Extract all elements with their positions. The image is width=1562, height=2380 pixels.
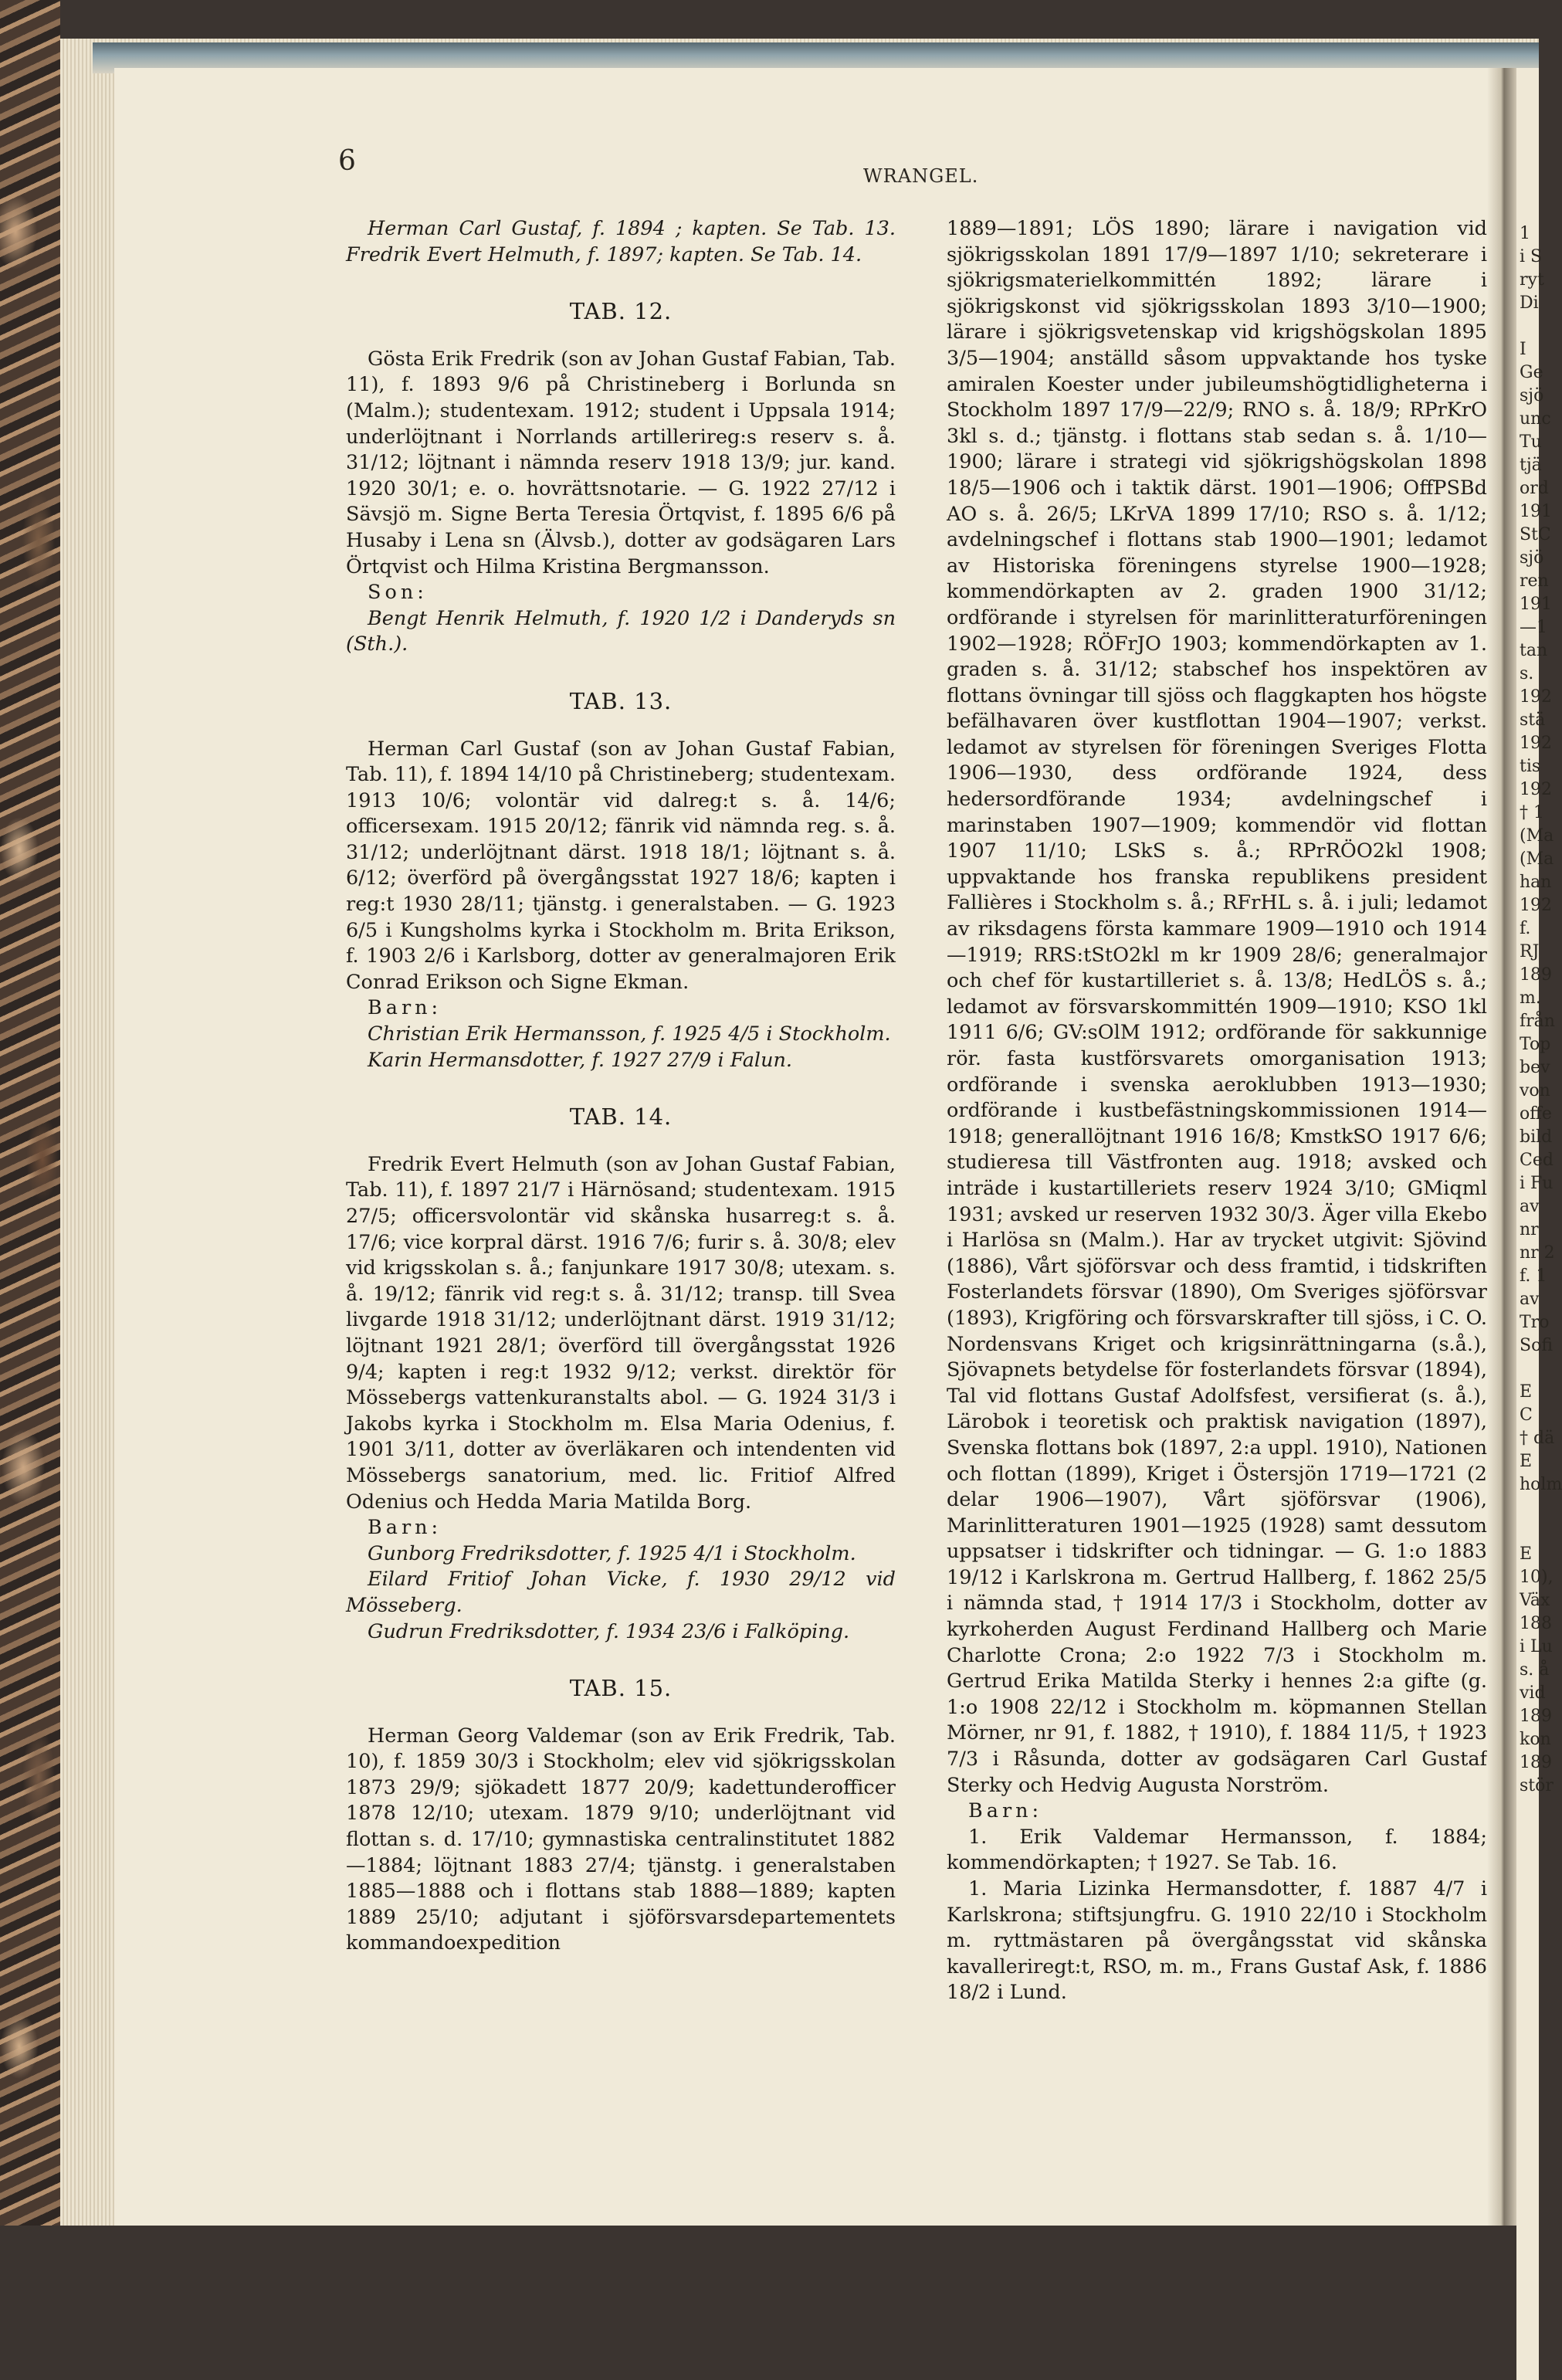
marbled-binding: [0, 0, 60, 2226]
next-page-fragment: nr 2: [1520, 1243, 1555, 1263]
next-page-fragment: ren: [1520, 571, 1549, 591]
tab15-heading: TAB. 15.: [569, 1675, 673, 1702]
next-page-fragment: Väx: [1520, 1591, 1550, 1610]
tab14-children-label: Barn:: [368, 1516, 442, 1540]
tab12-body: Gösta Erik Fredrik (son av Johan Gustaf Fabian, Tab. 11), f. 1893 9/6 på Christineberg i Borlunda sn (Malm.); studentexam. 1912; student i Uppsala 1914; underlöjtnant i Norrlands artillerireg:s reserv s. å. 31/12; löjtnant i nämnda reserv 1918 13/9; jur. kand. 1920 30/1; e. o. hovrättsnotarie. — G. 1922 27/12 i Sävsjö m. Signe Berta Teresia Örtqvist, f. 1895 6/6 på Husaby i Lena sn (Älvsb.), dotter av godsägaren Lars Örtqvist och Hilma Kristina Bergmansson.: [346, 347, 896, 578]
next-page-fragment: tis: [1520, 757, 1541, 776]
next-page-fragment: 189: [1520, 1753, 1552, 1772]
next-page-fragment: 189: [1520, 1707, 1552, 1726]
next-page-fragment: i Lu: [1520, 1637, 1553, 1656]
next-page-fragment: ryt: [1520, 270, 1544, 290]
next-page-fragment: 188: [1520, 1614, 1552, 1633]
next-page-edge: [1516, 68, 1562, 2380]
next-page-fragment: † 1: [1520, 803, 1544, 822]
next-page-fragment: sjö: [1520, 386, 1544, 405]
next-page-fragment: bild: [1520, 1127, 1553, 1147]
next-page-fragment: stä: [1520, 710, 1546, 730]
tab14-child: Gunborg Fredriksdotter, f. 1925 4/1 i Stockholm.: [368, 1541, 856, 1565]
tab14-child: Gudrun Fredriksdotter, f. 1934 23/6 i Falköping.: [368, 1619, 850, 1643]
next-page-fragment: 189: [1520, 965, 1552, 985]
next-page-fragment: E: [1520, 1452, 1533, 1471]
next-page-fragment: m.: [1520, 988, 1541, 1008]
right-child: 1. Maria Lizinka Hermansdotter, f. 1887 4/7 i Karlskrona; stiftsjungfru. G. 1910 22/10 i Stockholm m. ryttmästaren på övergångsstat vid skånska kavalleriregt:t, RSO, m. m., Frans Gustaf Ask, f. 1886 18/2 i Lund.: [947, 1877, 1487, 2005]
right-child: 1. Erik Valdemar Hermansson, f. 1884; kommendörkapten; † 1927. Se Tab. 16.: [947, 1825, 1487, 1875]
next-page-fragment: [1516, 1497, 1539, 1520]
next-page-fragment: C: [1520, 1405, 1533, 1425]
next-page-fragment: StC: [1520, 525, 1551, 544]
next-page-fragment: Di: [1520, 293, 1539, 313]
next-page-fragment: offe: [1520, 1104, 1552, 1124]
tab14-child: Eilard Fritiof Johan Vicke, f. 1930 29/12 vid Mösseberg.: [346, 1568, 896, 1617]
running-head: WRANGEL.: [863, 165, 979, 187]
next-page-fragment: vid: [1520, 1683, 1546, 1703]
next-page-fragment: s.: [1520, 664, 1534, 683]
tab12-children-label: Son:: [368, 581, 428, 605]
next-page-fragment: i S: [1520, 247, 1543, 266]
next-page-fragment: Tro: [1520, 1313, 1550, 1332]
right-column: [947, 216, 1487, 2006]
next-page-fragment: I: [1520, 340, 1526, 359]
tab12-child: Bengt Henrik Helmuth, f. 1920 1/2 i Danderyds sn (Sth.).: [346, 606, 896, 656]
next-page-fragment: Ced: [1520, 1151, 1554, 1170]
next-page-fragment: från: [1520, 1012, 1555, 1031]
intro-text: Herman Carl Gustaf, f. 1894 ; kapten. Se Tab. 13. Fredrik Evert Helmuth, f. 1897; kapten. Se Tab. 14.: [346, 217, 896, 266]
next-page-fragment: av: [1520, 1197, 1540, 1216]
tab13-child: Christian Erik Hermansson, f. 1925 4/5 i Stockholm.: [368, 1022, 891, 1046]
next-page-fragment: s. å: [1520, 1660, 1550, 1680]
next-page-fragment: bev: [1520, 1058, 1550, 1077]
next-page-fragment: ord: [1520, 479, 1549, 498]
next-page-fragment: holm: [1520, 1475, 1562, 1494]
next-page-fragment: 10),: [1520, 1568, 1554, 1587]
right-body: 1889—1891; LÖS 1890; lärare i navigation vid sjökrigsskolan 1891 17/9—1897 1/10; sekreterare i sjökrigsmaterielkommittén 1892; lärare i sjökrigskonst vid sjökrigsskolan 1893 3/10—1900; lärare i sjökrigsvetenskap vid krigshögskolan 1895 3/5—1904; anställd såsom uppvaktande hos tyske amiralen Koester under jubileumshögtidligheterna i Stockholm 1897 17/9—22/9; RNO s. å. 18/9; RPrKrO 3kl s. d.; tjänstg. i flottans stab sedan s. å. 1/10—1900; lärare i strategi vid sjökrigshögskolan 1898 18/5—1906 och i taktik därst. 1901—1906; OffPSBd AO s. å. 26/5; LKrVA 1899 17/10; RSO s. å. 1/12; avdelningschef i flottans stab 1900—1901; ledamot av Historiska föreningens styrelse 1900—1928; kommendörkapten av 2. graden 1900 31/12; ordförande i styrelsen för marinlitteraturföreningen 1902—1928; RÖFrJO 1903; kommendörkapten av 1. graden s. å. 31/12; stabschef hos inspektören av flottans övningar till sjöss och flaggkapten hos högste befälhavaren över kustflottan 1904—1907; verkst. ledamot av styrelsen för föreningen Sveriges Flotta 1906—1930, dess ordförande 1924, dess hedersordförande 1934; avdelningschef i marinstaben 1907—1909; kommendör vid flottan 1907 11/10; LSkS s. å.; RPrRÖO2kl 1908; uppvaktande hos franska republikens president Fallières i Stockholm s. å.; RFrHL s. å. i juli; ledamot av riksdagens första kammare 1909—1910 och 1914—1919; RRS:tStO2kl m kr 1909 28/6; generalmajor och chef för kustartilleriet s. å. 13/8; HedLÖS s. å.; ledamot av försvarskommittén 1909—1910; KSO 1kl 1911 6/6; GV:sOlM 1912; ordförande för sakkunnige rör. fasta kustförsvarets omorganisation 1913; ordförande i svenska aeroklubben 1913—1930; ordförande i kustbefästningskommissionen 1914—1918; generallöjtnant 1916 16/8; KmstkSO 1917 6/6; studieresa till Västfronten aug. 1918; avsked och inträde i kustartilleriets reserv 1924 3/10; GMiqml 1931; avsked ur reserven 1932 30/3. Äger villa Ekebo i Harlösa sn (Malm.). Har av trycket utgivit: Sjövind (1886), Vårt sjöförsvar och dess framtid, i tidskriften Fosterlandets försvar (1890), Om Sveriges sjöförsvar (1893), Krigföring och försvarskrafter till sjöss, i C. O. Nordensvans Kriget och krigsinrättningarna (s.å.), Sjövapnets betydelse för fosterlandets försvar (1894), Tal vid flottans Gustaf Adolfsfest, versifierat (s. å.), Lärobok i teoretisk och praktisk navigation (1897), Svenska flottans bok (1897, 2:a uppl. 1910), Nationen och flottan (1899), Kriget i Östersjön 1719—1721 (2 delar 1906—1907), Vårt sjöförsvar (1906), Marinlitteraturen 1901—1925 (1928) samt dessutom uppsatser i tidskrifter och tidningar. — G. 1:o 1883 19/12 i Karlskrona m. Gertrud Hallberg, f. 1862 25/5 i nämnda stad, † 1914 17/3 i Stockholm, dotter av kyrkoherden August Ferdinand Hallberg och Marie Charlotte Crona; 2:o 1922 7/3 i Stockholm m. Gertrud Erika Matilda Sterky i hennes 2:a gifte (g. 1:o 1908 22/12 i Stockholm m. köpmannen Stellan Mörner, nr 91, f. 1882, † 1910), f. 1884 11/5, † 1923 7/3 i Råsunda, dotter av godsägaren Carl Gustaf Sterky och Hedvig Augusta Norström.: [947, 217, 1487, 1797]
tab14-heading: TAB. 14.: [569, 1104, 673, 1131]
next-page-fragment: 192: [1520, 734, 1552, 753]
next-page-fragment: i Fu: [1520, 1174, 1554, 1193]
next-page-fragment: Tu: [1520, 432, 1542, 452]
next-page-fragment: tjä: [1520, 456, 1542, 475]
next-page-fragment: stör: [1520, 1776, 1554, 1795]
tab14-body: Fredrik Evert Helmuth (son av Johan Gustaf Fabian, Tab. 11), f. 1897 21/7 i Härnösand; studentexam. 1915 27/5; officersvolontär vid skånska husarreg:t s. å. 17/6; vice korpral därst. 1916 7/6; furir s. å. 30/8; elev vid krigsskolan s. å.; fanjunkare 1917 30/8; utexam. s. å. 19/12; fänrik vid reg:t s. å. 31/12; transp. till Svea livgarde 1918 31/12; underlöjtnant därst. 1919 31/12; löjtnant 1921 28/1; överförd till övergångsstat 1926 9/4; kapten i reg:t 1932 9/12; verkst. direktör för Mössebergs vattenkuranstalts abol. — G. 1924 31/3 i Jakobs kyrka i Stockholm m. Elsa Maria Odenius, f. 1901 3/11, dotter av överläkaren och intendenten vid Mössebergs sanatorium, med. lic. Fritiof Alfred Odenius och Hedda Maria Matilda Borg.: [346, 1152, 896, 1514]
next-page-fragment: von: [1520, 1081, 1550, 1100]
right-children-label: Barn:: [968, 1799, 1043, 1823]
next-page-fragment: sjö: [1520, 548, 1544, 568]
next-page-fragment: tan: [1520, 641, 1548, 660]
tab13-body: Herman Carl Gustaf (son av Johan Gustaf Fabian, Tab. 11), f. 1894 14/10 på Christineberg; studentexam. 1913 10/6; volontär vid dalreg:t s. å. 14/6; officersexam. 1915 20/12; fänrik vid nämnda reg. s. å. 31/12; underlöjtnant därst. 1918 18/1; löjtnant s. å. 6/12; överförd på övergångsstat 1927 18/6; kapten i reg:t 1930 28/11; tjänstg. i generalstaben. — G. 1923 6/5 i Kungsholms kyrka i Stockholm m. Brita Erikson, f. 1903 2/6 i Karlsborg, dotter av generalmajoren Erik Conrad Erikson och Signe Ekman.: [346, 737, 896, 994]
next-page-fragment: —1: [1520, 618, 1547, 637]
next-page-fragment: 192: [1520, 687, 1552, 707]
next-page-fragment: [1516, 315, 1539, 338]
page-gutter: [1487, 68, 1518, 2226]
next-page-fragment: 191: [1520, 595, 1552, 614]
next-page-fragment: 191: [1520, 502, 1552, 521]
next-page-fragment: E: [1520, 1382, 1533, 1402]
next-page-fragment: Ge: [1520, 363, 1543, 382]
next-page-fragment: (Ma: [1520, 826, 1554, 846]
tab13-heading: TAB. 13.: [569, 687, 673, 714]
next-page-fragment: nr: [1520, 1220, 1539, 1239]
next-page-fragment: (Ma: [1520, 849, 1554, 869]
next-page-fragment: RJ: [1520, 942, 1540, 961]
next-page-fragment: han: [1520, 873, 1552, 892]
next-page-fragment: 1: [1520, 224, 1530, 243]
tab13-child: Karin Hermansdotter, f. 1927 27/9 i Falun.: [368, 1048, 793, 1072]
next-page-fragment: [1516, 1358, 1539, 1381]
page-number: 6: [338, 145, 356, 177]
next-page-fragment: Top: [1520, 1035, 1551, 1054]
tab12-heading: TAB. 12.: [569, 298, 673, 325]
next-page-fragment: 192: [1520, 896, 1552, 915]
next-page-fragment: av: [1520, 1290, 1540, 1309]
next-page-fragment: f.: [1520, 919, 1531, 938]
next-page-fragment: Sofi: [1520, 1336, 1553, 1355]
next-page-fragment: 192: [1520, 780, 1552, 799]
next-page-fragment: E: [1520, 1544, 1533, 1564]
next-page-fragment: unc: [1520, 409, 1551, 429]
next-page-fragment: † dä: [1520, 1429, 1555, 1448]
next-page-fragment: kon: [1520, 1730, 1551, 1749]
left-column: [346, 216, 896, 1957]
next-page-fragment: f. 1: [1520, 1266, 1547, 1286]
next-page-fragment: [1516, 1520, 1539, 1543]
tab13-children-label: Barn:: [368, 996, 442, 1020]
tab15-body: Herman Georg Valdemar (son av Erik Fredrik, Tab. 10), f. 1859 30/3 i Stockholm; elev vid sjökrigsskolan 1873 29/9; sjökadett 1877 20/9; kadettunderofficer 1878 12/10; utexam. 1879 9/10; underlöjtnant vid flottan s. d. 17/10; gymnastiska centralinstitutet 1882—1884; löjtnant 1883 27/4; tjänstg. i generalstaben 1885—1888 och i flottans stab 1888—1889; kapten 1889 25/10; adjutant i sjöförsvarsdepartementets kommandoexpedition: [346, 1724, 896, 1955]
